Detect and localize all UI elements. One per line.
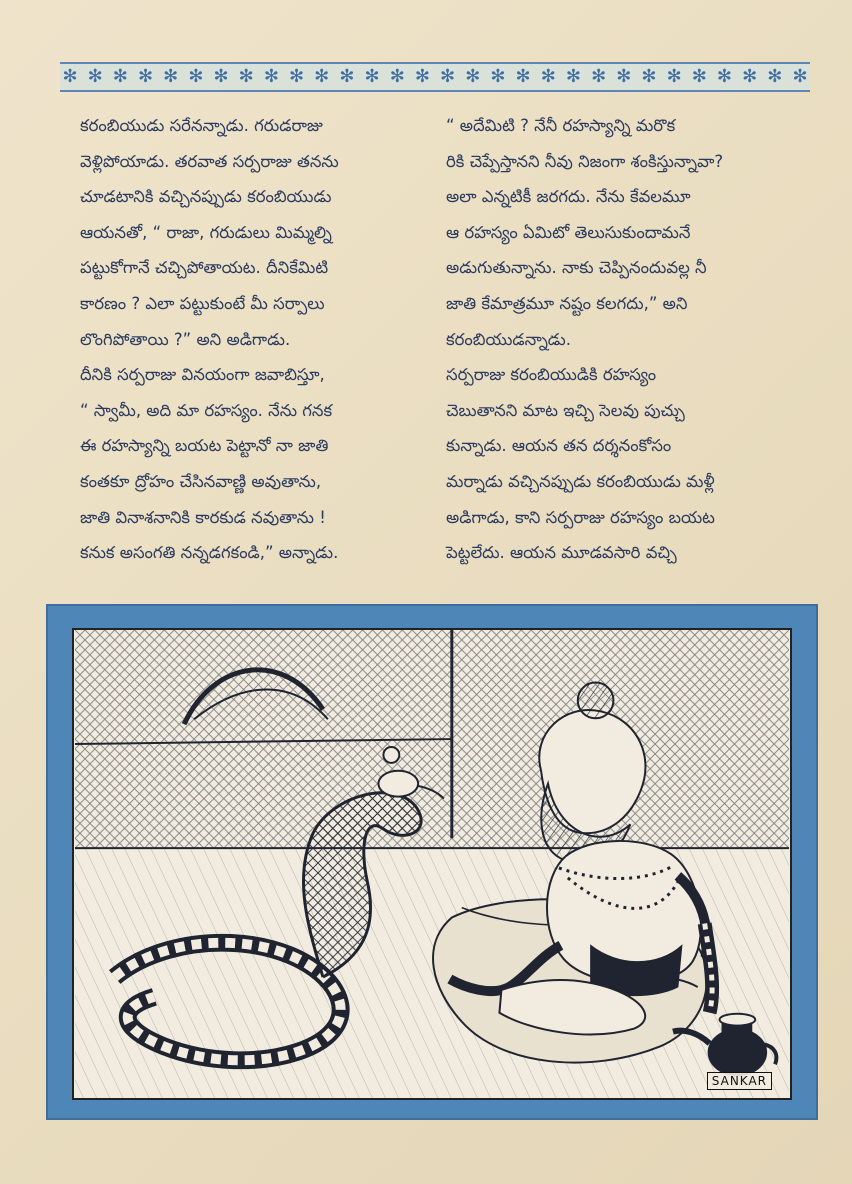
flower-icon: ✻ (163, 66, 179, 87)
flower-icon: ✻ (238, 66, 254, 87)
right-paragraph-2: సర్పరాజు కరంబియుడికి రహస్యం చెబుతానని మాట ఇచ్చి సెలవు పుచ్చు కున్నాడు. ఆయన తన దర్శనంకోసం మర్నాడు వచ్చినప్పుడు కరంబియుడు మళ్లీ అడిగాడు, కాని సర్పరాజు రహస్యం బయట పెట్టలేదు. ఆయన మూడవసారి వచ్చి (446, 365, 715, 563)
flower-icon: ✻ (112, 66, 128, 87)
flower-icon: ✻ (339, 66, 355, 87)
flower-icon: ✻ (591, 66, 607, 87)
flower-icon: ✻ (289, 66, 305, 87)
flower-icon: ✻ (666, 66, 682, 87)
left-paragraph-1: కరంబియుడు సరేనన్నాడు. గరుడరాజు వెళ్లిపోయాడు. తరవాత సర్పరాజు తనను చూడటానికి వచ్చినప్పుడు కరంబియుడు ఆయనతో, “ రాజా, గరుడులు మిమ్మల్ని పట్టుకోగానే చచ్చిపోతాయట. దీనికేమిటి కారణం ? ఎలా పట్టుకుంటే మీ సర్పాలు లొంగిపోతాయి ?” అని అడిగాడు. (80, 116, 339, 349)
flower-icon: ✻ (767, 66, 783, 87)
flower-icon: ✻ (213, 66, 229, 87)
flower-icon: ✻ (137, 66, 154, 87)
flower-icon: ✻ (691, 66, 707, 87)
flower-icon: ✻ (792, 66, 808, 87)
left-paragraph-2: దీనికి సర్పరాజు వినయంగా జవాబిస్తూ, “ స్వామీ, అది మా రహస్యం. నేను గనక ఈ రహస్యాన్ని బయట పెట్టానో నా జాతి కంతకూ ద్రోహం చేసినవాణ్ణి అవుతాను, జాతి వినాశనానికి కారకుడ నవుతాను ! కనుక అసంగతి నన్నడగకండి,” అన్నాడు. (80, 365, 339, 563)
flower-icon: ✻ (742, 66, 758, 87)
decorative-border (60, 62, 810, 92)
flower-icon: ✻ (314, 66, 330, 87)
flower-icon: ✻ (540, 66, 556, 87)
flower-icon: ✻ (716, 66, 733, 87)
flower-icon: ✻ (565, 66, 581, 87)
illustration-frame (46, 604, 818, 1120)
artist-signature: SANKAR (707, 1072, 772, 1090)
flower-icon: ✻ (87, 66, 103, 87)
flower-icon: ✻ (490, 66, 506, 87)
illustration-drawing (74, 630, 790, 1098)
flower-icon: ✻ (515, 66, 531, 87)
flower-icon: ✻ (364, 66, 380, 87)
story-illustration (72, 628, 792, 1100)
flower-icon: ✻ (188, 66, 204, 87)
flower-icon: ✻ (389, 66, 405, 87)
flower-icon: ✻ (465, 66, 481, 87)
flower-icon: ✻ (641, 66, 657, 87)
flower-icon: ✻ (414, 66, 430, 87)
right-paragraph-1: “ అదేమిటి ? నేనీ రహస్యాన్ని మరొక రికి చెప్పేస్తానని నీవు నిజంగా శంకిస్తున్నావా? అలా ఎన్నటికీ జరగదు. నేను కేవలమూ ఆ రహస్యం ఏమిటో తెలుసుకుందామనే అడుగుతున్నాను. నాకు చెప్పినందువల్ల నీ జాతి కేమాత్రమూ నష్టం కలగదు,” అని కరంబియుడన్నాడు. (446, 116, 724, 349)
flower-icon: ✻ (62, 66, 78, 87)
right-text-column (446, 108, 786, 571)
flower-icon: ✻ (263, 66, 279, 87)
flower-icon: ✻ (616, 66, 632, 87)
flower-icon: ✻ (440, 66, 456, 87)
left-text-column (80, 108, 420, 571)
